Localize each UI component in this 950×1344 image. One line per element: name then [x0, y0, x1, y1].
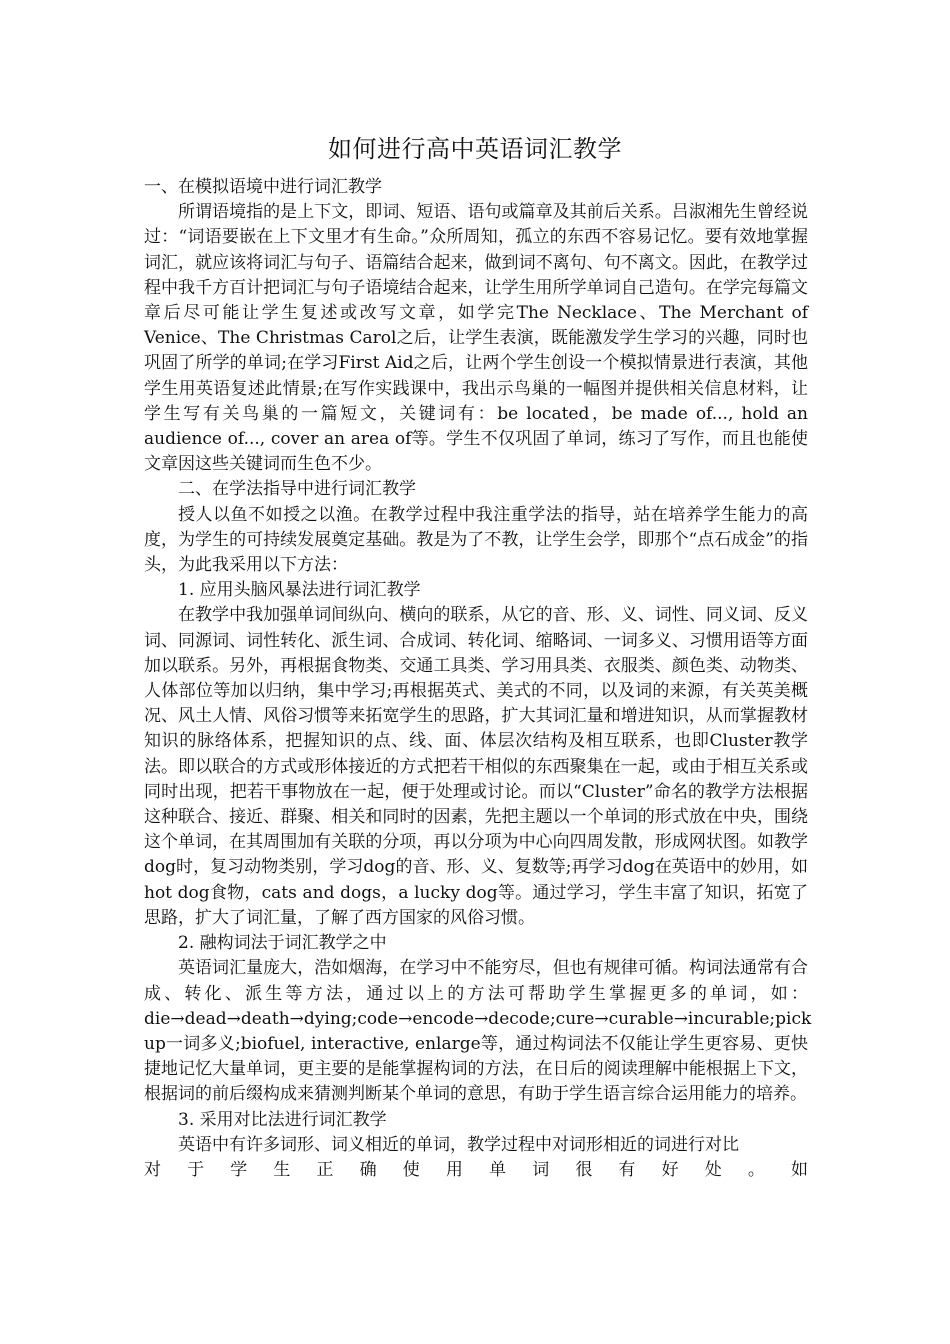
paragraph-3: 在教学中我加强单词间纵向、横向的联系，从它的音、形、义、词性、同义词、反义词、同源词、词性转化、派生词、合成词、转化词、缩略词、一词多义、习惯用语等方面加以联系。另外，再根据食物类、交通工具类、学习用具类、衣服类、颜色类、动物类、人体部位等加以归纳，集中学习;再根据英式、美式的不同，以及词的来源，有关英美概况、风土人情、风俗习惯等来拓宽学生的思路，扩大其词汇量和增进知识，从而掌握教材知识的脉络体系，把握知识的点、线、面、体层次结构及相互联系，也即Cluster教学法。即以联合的方式或形体接近的方式把若干相似的东西聚集在一起，或由于相互关系或同时出现，把若干事物放在一起，便于处理或讨论。而以“Cluster”命名的教学方法根据这种联合、接近、群聚、相关和同时的因素，先把主题以一个单词的形式放在中央，围绕这个单词，在其周围加有关联的分项，再以分项为中心向四周发散，形成网状图。如教学dog时，复习动物类别，学习dog的音、形、义、复数等;再学习dog在英语中的妙用，如hot dog食物，cats and dogs，a lucky dog等。通过学习，学生丰富了知识，拓宽了思路，扩大了词汇量，了解了西方国家的风俗习惯。 [144, 605, 808, 928]
paragraph-1: 所谓语境指的是上下文，即词、短语、语句或篇章及其前后关系。吕淑湘先生曾经说过：“词语要嵌在上下文里才有生命。”众所周知，孤立的东西不容易记忆。要有效地掌握词汇，就应该将词汇与句子、语篇结合起来，做到词不离句、句不离文。因此，在教学过程中我千方百计把词汇与句子语境结合起来，让学生用所学单词自己造句。在学完每篇文章后尽可能让学生复述或改写文章，如学完The Necklace、The Merchant of Venice、The Christmas Carol之后，让学生表演，既能激发学生学习的兴趣，同时也巩固了所学的单词;在学习First Aid之后，让两个学生创设一个模拟情景进行表演，其他学生用英语复述此情景;在写作实践课中，我出示鸟巢的一幅图并提供相关信息材料，让学生写有关鸟巢的一篇短文，关键词有：be located，be made of..., hold an audience of..., cover an area of等。学生不仅巩固了单词，练习了写作，而且也能使文章因这些关键词而生色不少。 [144, 202, 808, 475]
paragraph-4: 英语词汇量庞大，浩如烟海，在学习中不能穷尽，但也有规律可循。构词法通常有合成、转化、派生等方法，通过以上的方法可帮助学生掌握更多的单词，如：die→dead→death→dying;code→encode→decode;cure→curable→incurable;pick up一词多义;biofuel, interactive, enlarge等，通过构词法不仅能让学生更容易、更快捷地记忆大量单词，更主要的是能掌握构词的方法，在日后的阅读理解中能根据上下文，根据词的前后缀构成来猜测判断某个单词的意思，有助于学生语言综合运用能力的培养。 [144, 958, 812, 1105]
document-title: 如何进行高中英语词汇教学 [328, 135, 622, 163]
paragraph-2: 授人以鱼不如授之以渔。在教学过程中我注重学法的指导，站在培养学生能力的高度，为学生的可持续发展奠定基础。教是为了不教，让学生会学，即那个“点石成金”的指头，为此我采用以下方法： [144, 504, 808, 576]
paragraph-6: 对于学生正确使用单词很有好处。如 [144, 1159, 808, 1180]
subheading-2: 2. 融构词法于词汇教学之中 [178, 933, 387, 954]
section-heading-2: 二、在学法指导中进行词汇教学 [178, 479, 416, 500]
document-body [144, 175, 812, 1183]
subheading-3: 3. 采用对比法进行词汇教学 [178, 1109, 387, 1130]
paragraph-5: 英语中有许多词形、词义相近的单词，教学过程中对词形相近的词进行对比 [178, 1134, 739, 1155]
section-heading-1: 一、在模拟语境中进行词汇教学 [144, 177, 382, 197]
subheading-1: 1. 应用头脑风暴法进行词汇教学 [178, 580, 421, 601]
